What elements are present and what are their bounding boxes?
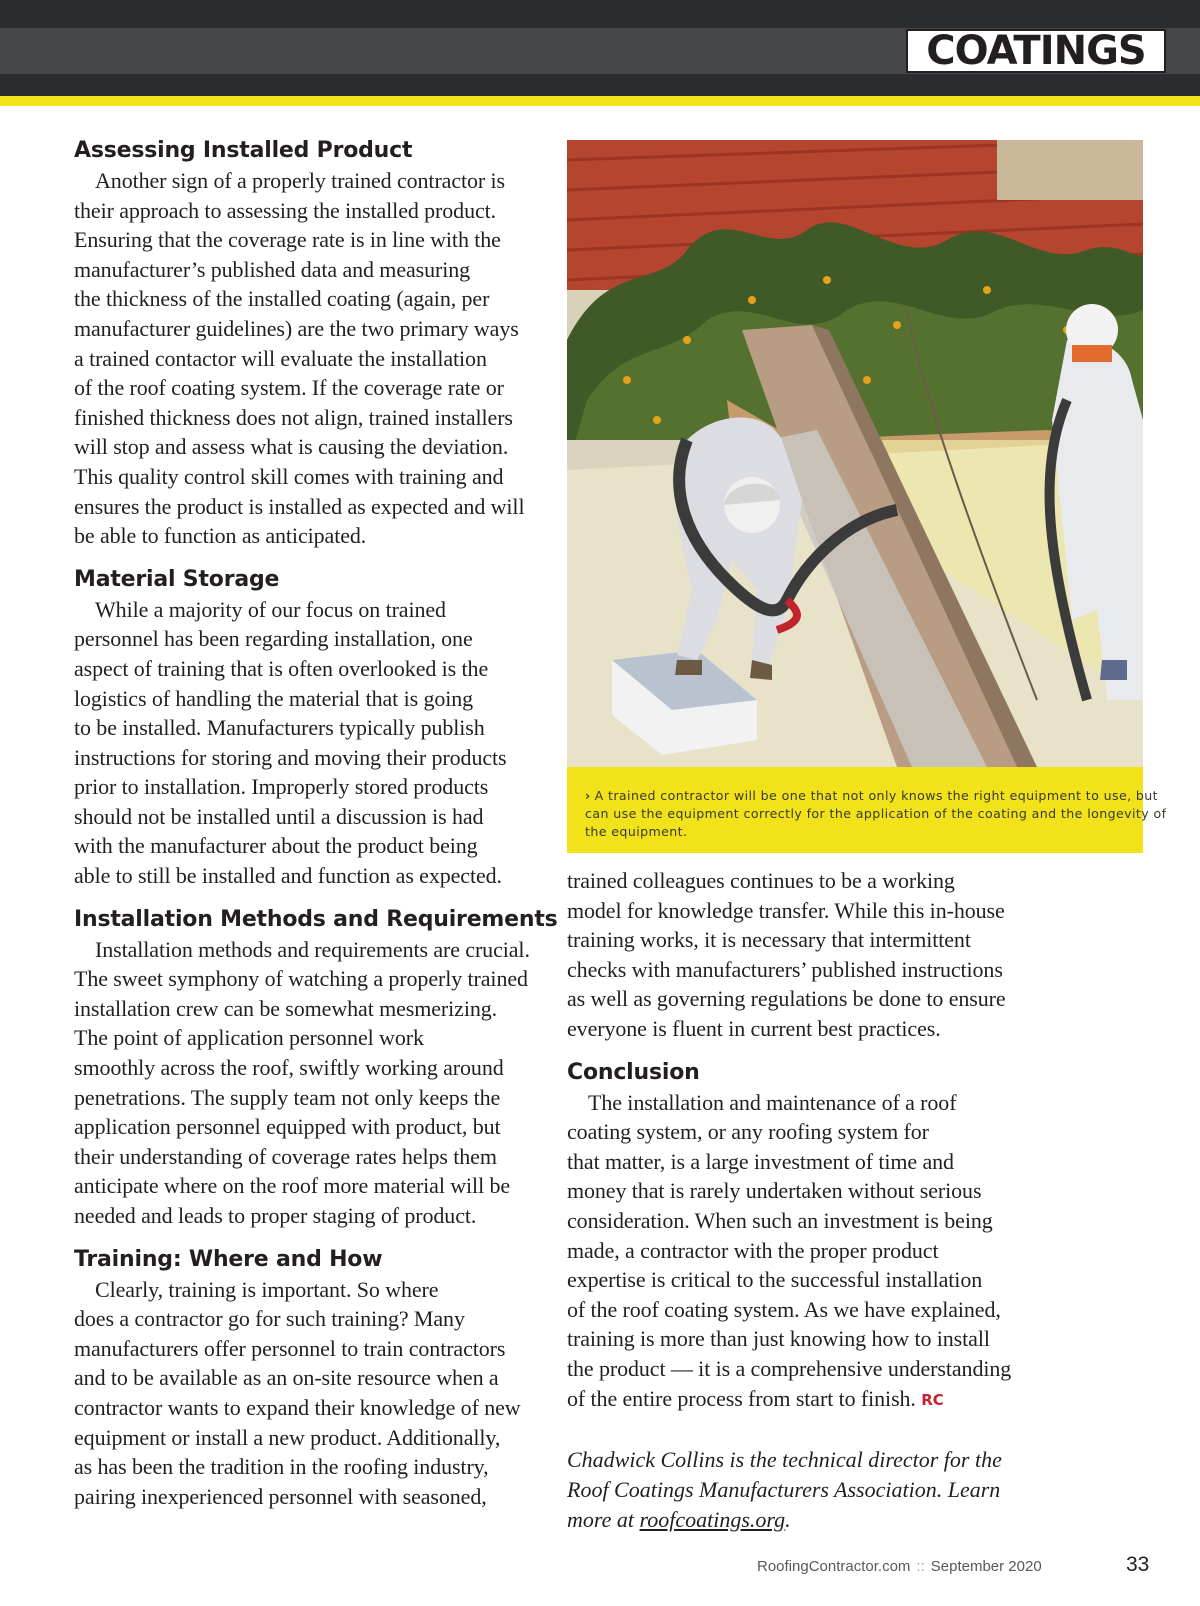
heading-storage: Material Storage (74, 566, 280, 592)
rc-end-mark: RC (921, 1390, 944, 1409)
paragraph-storage: While a majority of our focus on trained personnel has been regarding installation, one aspect of training that is often overlooked is the logistics of handling the material that is going to be installed. Manufacturers typically publish instructions for storing and moving their products prior to installation. Improperly stored products should not be installed until a discussion is had with the manufacturer about the product being able to still be installed and function as expected. (74, 596, 507, 889)
section-badge (906, 29, 1166, 73)
section-title: COATINGS (926, 29, 1146, 73)
page-footer (757, 1558, 1042, 1575)
footer-issue: September 2020 (930, 1558, 1042, 1575)
header-accent-stripe (0, 96, 1200, 106)
heading-installation: Installation Methods and Requirements (74, 906, 558, 932)
right-column (567, 866, 1047, 1535)
footer-separator: :: (916, 1558, 925, 1575)
photo-illustration (567, 140, 1143, 767)
header-band-bottom (0, 74, 1200, 96)
paragraph-training: Clearly, training is important. So where does a contractor go for such training? Many manufacturers offer personnel to train contractors and to be available as an on-site resource when a contractor wants to expand their knowledge of new equipment or install a new product. Additionally, as has been the tradition in the roofing industry, pairing inexperienced personnel with seasoned, (74, 1276, 521, 1509)
roofcoatings-link[interactable]: roofcoatings.org (639, 1507, 786, 1533)
article-photo (567, 140, 1143, 767)
paragraph-assessing: Another sign of a properly trained contractor is their approach to assessing the installed product. Ensuring that the coverage rate is in line with the manufacturer’s published data and measuring the thickness of the installed coating (again, per manufacturer guidelines) are the two primary ways a trained contactor will evaluate the installation of the roof coating system. If the coverage rate or finished thickness does not align, trained installers will stop and assess what is causing the deviation. This quality control skill comes with training and ensures the product is installed as expected and will be able to function as anticipated. (74, 168, 525, 549)
left-column (74, 136, 558, 1511)
caption-arrow-icon: › (585, 788, 591, 803)
heading-assessing: Assessing Installed Product (74, 138, 413, 163)
heading-conclusion: Conclusion (567, 1059, 700, 1085)
paragraph-installation: Installation methods and requirements are crucial. The sweet symphony of watching a properly trained installation crew can be somewhat mesmerizing. The point of application personnel work smoothly across the roof, swiftly working around penetrations. The supply team not only keeps the application personnel equipped with product, but their understanding of coverage rates helps them anticipate where on the roof more material will be needed and leads to proper staging of product. (74, 936, 530, 1228)
paragraph-conclusion: The installation and maintenance of a roof coating system, or any roofing system for that matter, is a large investment of time and money that is rarely undertaken without serious consideration. When such an investment is being made, a contractor with the proper product expertise is critical to the successful installation of the roof coating system. As we have explained, training is more than just knowing how to install the product — it is a comprehensive understanding of the entire process from start to finish. RC (567, 1089, 1012, 1411)
author-bio: Chadwick Collins is the technical director for the Roof Coatings Manufacturers Association. Learn more at roofcoatings.org. (567, 1447, 1002, 1533)
page-number: 33 (1126, 1553, 1150, 1576)
caption-text: › A trained contractor will be one that not only knows the right equipment to use, but can use the equipment correctly for the application of the coating and the longevity of the equipment. (585, 788, 1167, 839)
photo-caption (567, 767, 1167, 853)
heading-training: Training: Where and How (74, 1246, 383, 1272)
footer-site: RoofingContractor.com (757, 1558, 911, 1575)
header-band-top (0, 0, 1200, 28)
paragraph-training-continued: trained colleagues continues to be a working model for knowledge transfer. While this in-house training works, it is necessary that intermittent checks with manufacturers’ published instructions as well as governing regulations be done to ensure everyone is fluent in current best practices. (567, 868, 1006, 1041)
